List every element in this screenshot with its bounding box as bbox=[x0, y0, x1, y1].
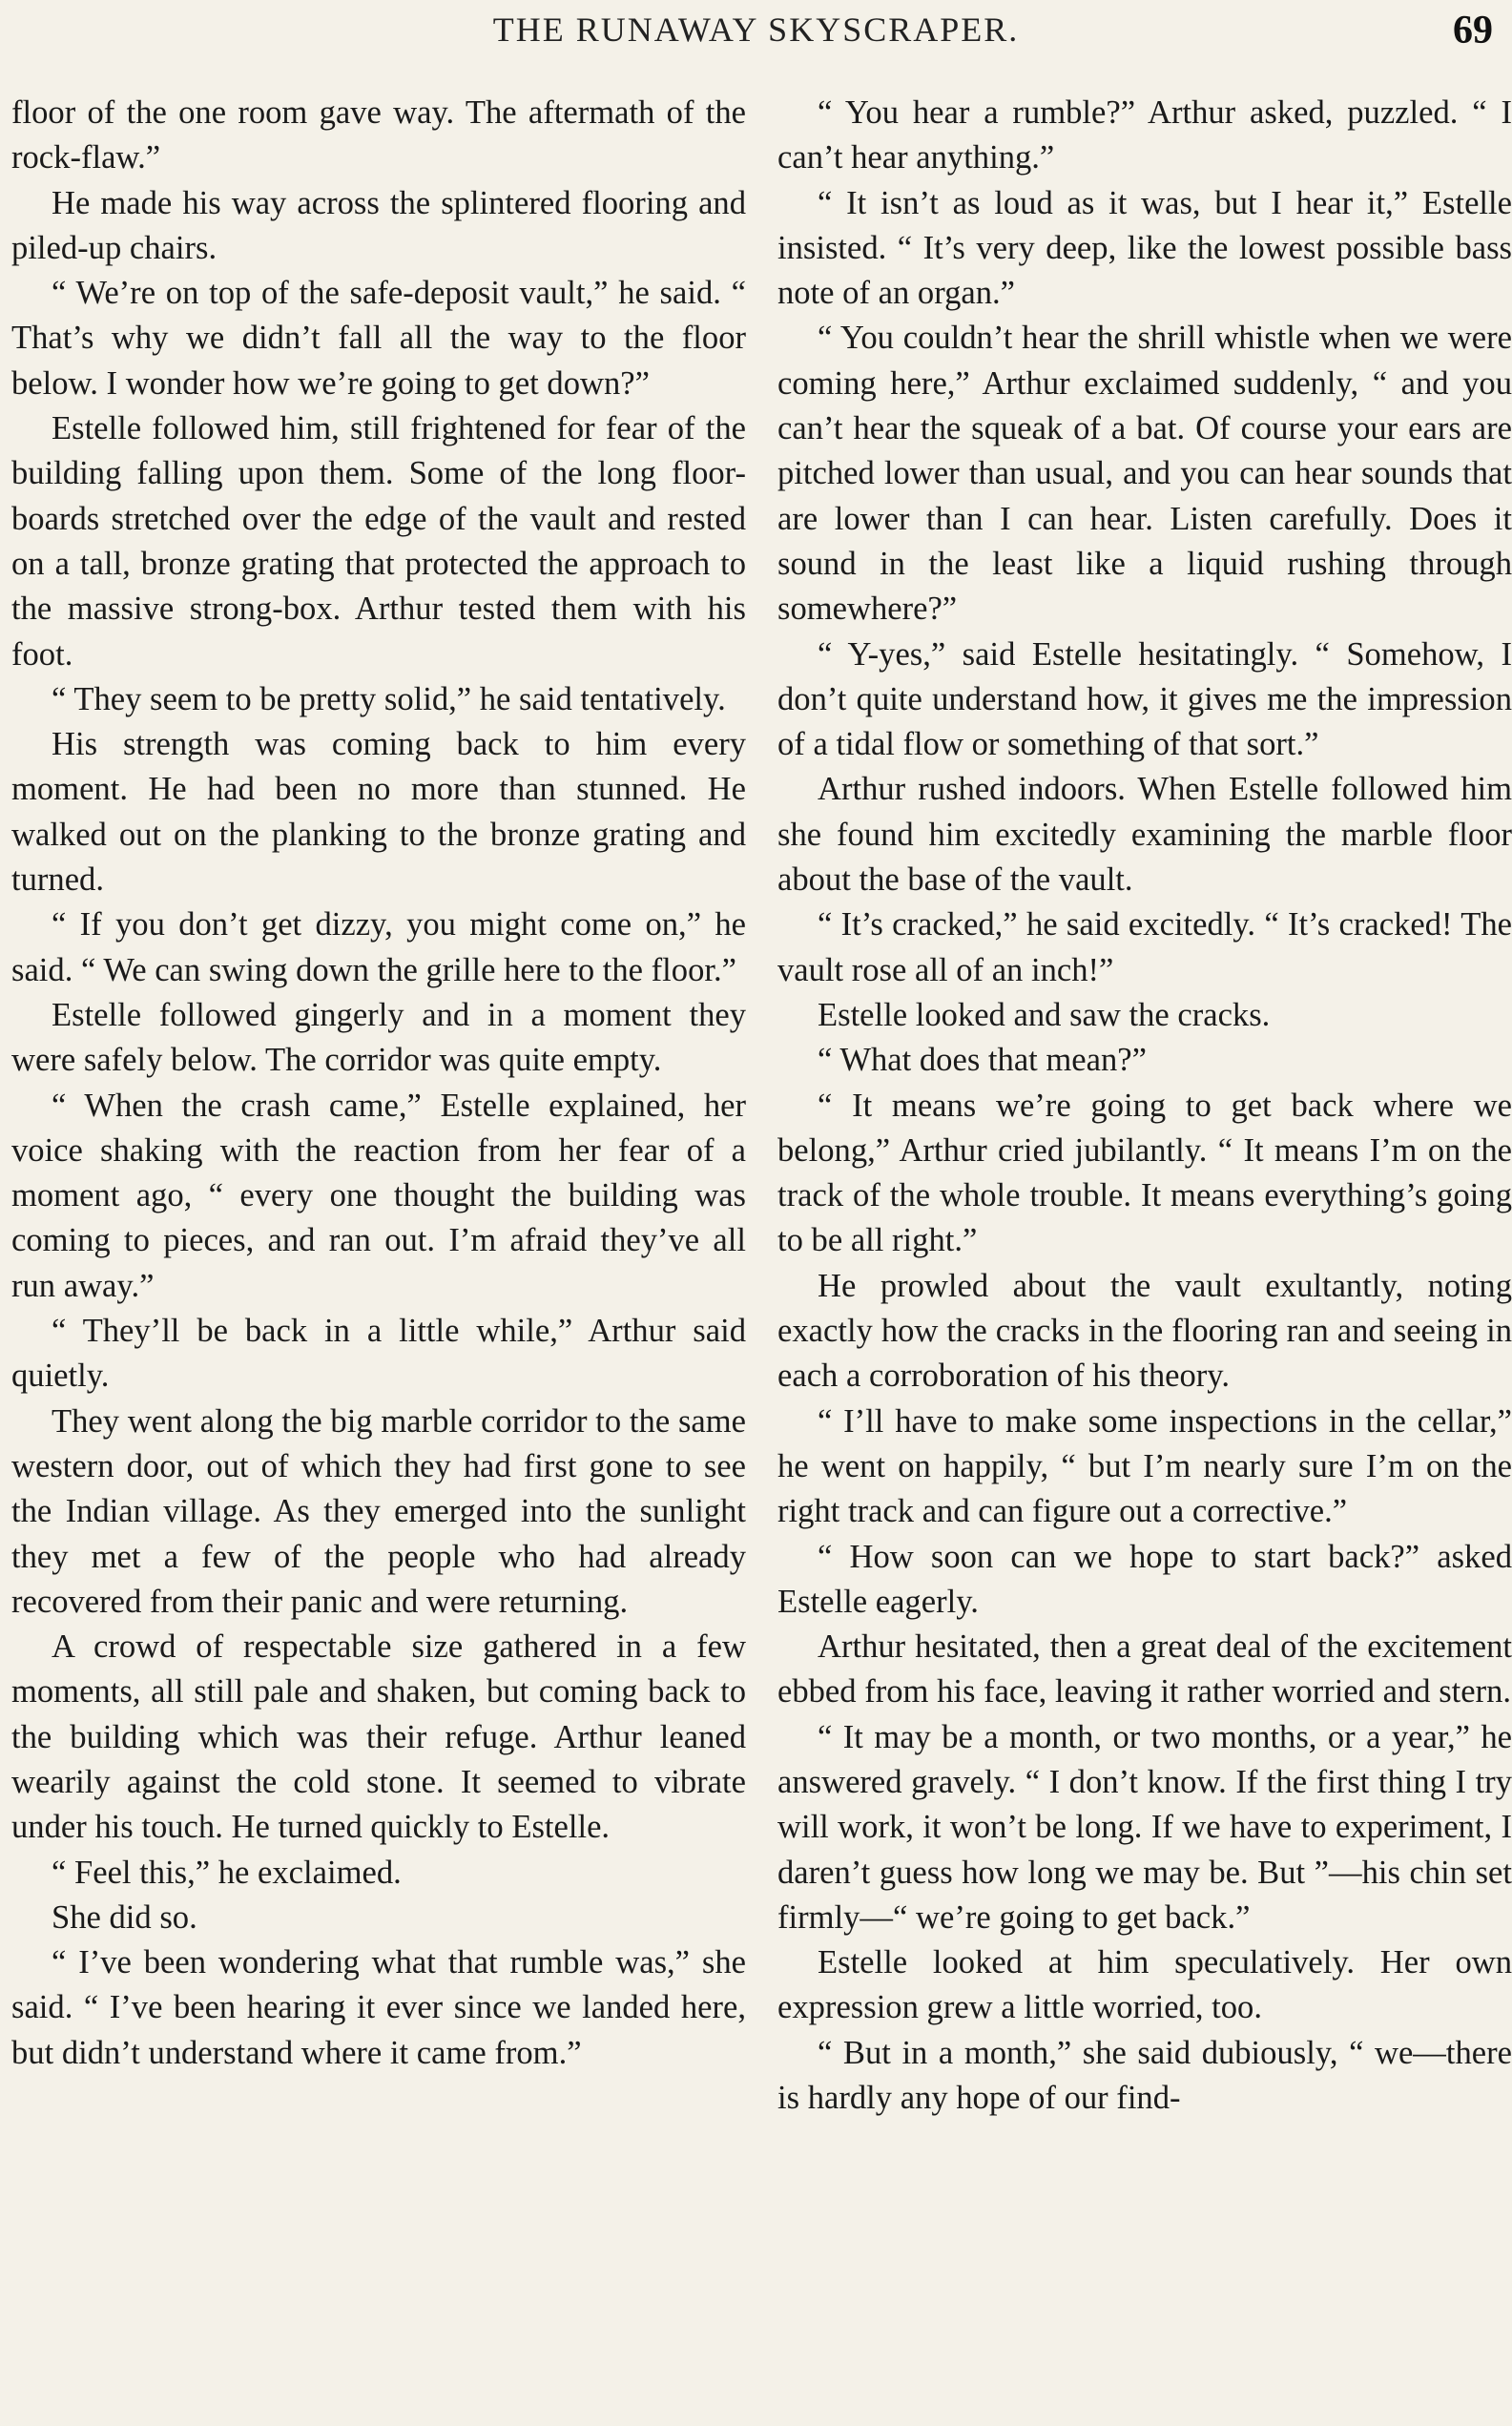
paragraph: Arthur rushed indoors. When Estelle followed him she found him excitedly examining the marble floor about the base of the vault. bbox=[777, 771, 1512, 899]
paragraph: “ You couldn’t hear the shrill whistle when we were coming here,” Arthur exclaimed suddenly, “ and you can’t hear the squeak of a bat. Of course your ears are pitched lower than usual, and you can hear sounds that are lower than I can hear. Listen carefully. Does it sound in the least like a liquid rushing through somewhere?” bbox=[777, 320, 1512, 628]
paragraph: “ I’ll have to make some inspections in the cellar,” he went on happily, “ but I’m nearly sure I’m on the right track and can figure out a corrective.” bbox=[777, 1402, 1512, 1530]
paragraph: She did so. bbox=[52, 1898, 197, 1936]
paragraph: Estelle looked at him speculatively. Her own expression grew a little worried, too. bbox=[777, 1944, 1512, 2026]
paragraph: “ It may be a month, or two months, or a year,” he answered gravely. “ I don’t know. If the first thing I try will work, it won’t be long. If we have to experiment, I daren’t guess how long we may be. But ”—his chin set firmly—“ we’re going to get back.” bbox=[777, 1718, 1512, 1936]
paragraph: A crowd of respectable size gathered in a few moments, all still pale and shaken, but coming back to the building which was their refuge. Arthur leaned wearily against the cold stone. It seemed to vibrate under his touch. He turned quickly to Estelle. bbox=[11, 1628, 746, 1846]
paragraph: “ But in a month,” she said dubiously, “ we—there is hardly any hope of our find- bbox=[777, 2034, 1512, 2117]
paragraph: His strength was coming back to him every moment. He had been no more than stunned. He walked out on the planking to the bronze grating and turned. bbox=[11, 726, 746, 899]
page-header bbox=[0, 8, 1512, 65]
paragraph: Estelle looked and saw the cracks. bbox=[818, 996, 1271, 1033]
paragraph: He prowled about the vault exultantly, noting exactly how the cracks in the flooring ran and seeing in each a corroboration of his theory. bbox=[777, 1267, 1512, 1395]
right-column bbox=[777, 91, 1512, 2414]
left-column bbox=[11, 91, 746, 2414]
paragraph: “ You hear a rumble?” Arthur asked, puzzled. “ I can’t hear anything.” bbox=[777, 94, 1512, 176]
paragraph: “ They’ll be back in a little while,” Arthur said quietly. bbox=[11, 1313, 746, 1395]
paragraph: “ I’ve been wondering what that rumble was,” she said. “ I’ve been hearing it ever since we landed here, but didn’t understand where it came from.” bbox=[11, 1944, 746, 2071]
paragraph: “ Feel this,” he exclaimed. bbox=[52, 1854, 402, 1891]
paragraph: “ What does that mean?” bbox=[818, 1042, 1147, 1079]
paragraph: They went along the big marble corridor to the same western door, out of which they had first gone to see the Indian village. As they emerged into the sunlight they met a few of the people who had already recovered from their panic and were returning. bbox=[11, 1402, 746, 1620]
paragraph: “ It means we’re going to get back where we belong,” Arthur cried jubilantly. “ It means I’m on the track of the whole trouble. It means everything’s going to be all right.” bbox=[777, 1087, 1512, 1259]
paragraph: Estelle followed him, still frightened for fear of the building falling upon them. Some of the long floor-boards stretched over the edge of the vault and rested on a tall, bronze grating that protected the approach to the massive strong-box. Arthur tested them with his foot. bbox=[11, 410, 746, 673]
paragraph: “ It’s cracked,” he said excitedly. “ It’s cracked! The vault rose all of an inch!” bbox=[777, 906, 1512, 988]
paragraph: “ They seem to be pretty solid,” he said tentatively. bbox=[52, 680, 726, 717]
paragraph: “ When the crash came,” Estelle explained, her voice shaking with the reaction from her fear of a moment ago, “ every one thought the building was coming to pieces, and ran out. I’m afraid they’ve all run away.” bbox=[11, 1087, 746, 1304]
running-title: THE RUNAWAY SKYSCRAPER. bbox=[492, 10, 1020, 49]
paragraph: “ We’re on top of the safe-deposit vault,” he said. “ That’s why we didn’t fall all the way to the floor below. I wonder how we’re going to get down?” bbox=[11, 275, 746, 402]
paragraph: “ How soon can we hope to start back?” asked Estelle eagerly. bbox=[777, 1538, 1512, 1620]
paragraph: Arthur hesitated, then a great deal of the excitement ebbed from his face, leaving it rather worried and stern. bbox=[777, 1628, 1512, 1711]
paragraph: Estelle followed gingerly and in a moment they were safely below. The corridor was quite empty. bbox=[11, 996, 746, 1079]
paragraph: “ It isn’t as loud as it was, but I hear it,” Estelle insisted. “ It’s very deep, like the lowest possible bass note of an organ.” bbox=[777, 184, 1512, 312]
page-number: 69 bbox=[1453, 9, 1493, 52]
paragraph: “ Y-yes,” said Estelle hesitatingly. “ Somehow, I don’t quite understand how, it gives me the impression of a tidal flow or something of that sort.” bbox=[777, 635, 1512, 763]
paragraph: “ If you don’t get dizzy, you might come on,” he said. “ We can swing down the grille here to the floor.” bbox=[11, 906, 746, 988]
paragraph: He made his way across the splintered flooring and piled-up chairs. bbox=[11, 184, 746, 266]
paragraph: floor of the one room gave way. The aftermath of the rock-flaw.” bbox=[11, 94, 746, 176]
